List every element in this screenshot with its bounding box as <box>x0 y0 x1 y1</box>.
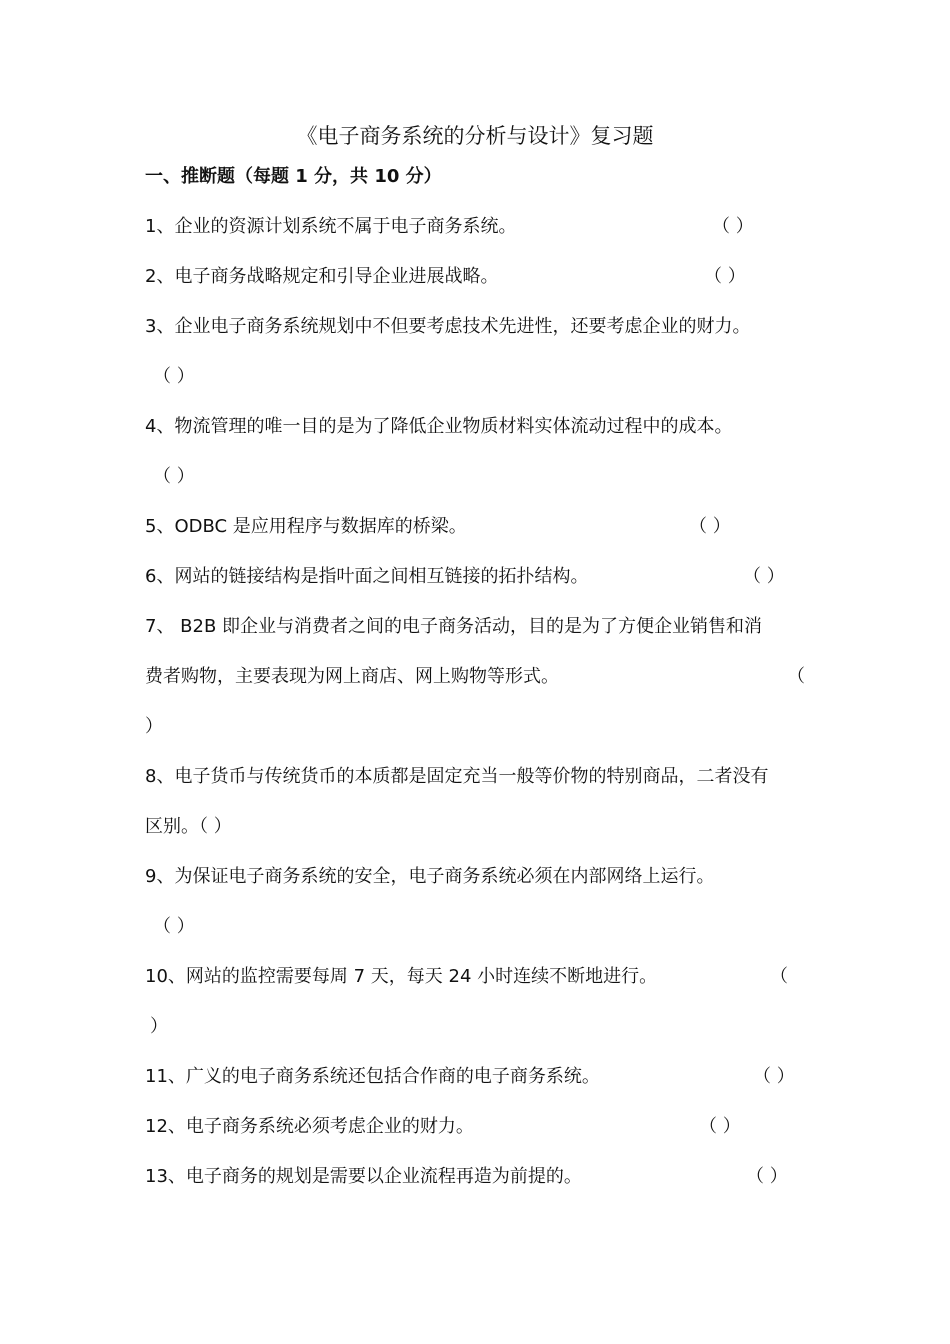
answer-blank-7-open: （ <box>787 666 805 687</box>
answer-blank-6: （ ） <box>743 566 785 587</box>
question-12: 12、电子商务系统必须考虑企业的财力。 <box>145 1116 474 1137</box>
answer-blank-9: （ ） <box>153 916 195 937</box>
answer-blank-5: （ ） <box>689 516 731 537</box>
answer-blank-3: （ ） <box>153 366 195 387</box>
question-5: 5、ODBC 是应用程序与数据库的桥梁。 <box>145 516 467 537</box>
question-8: 8、电子货币与传统货币的本质都是固定充当一般等价物的特别商品，二者没有 <box>145 766 769 787</box>
question-13: 13、电子商务的规划是需要以企业流程再造为前提的。 <box>145 1166 582 1187</box>
section-heading: 一、推断题（每题 1 分，共 10 分） <box>145 166 442 187</box>
answer-blank-13: （ ） <box>746 1166 788 1187</box>
answer-blank-11: （ ） <box>753 1066 795 1087</box>
question-6: 6、网站的链接结构是指叶面之间相互链接的拓扑结构。 <box>145 566 589 587</box>
answer-blank-10-open: （ <box>770 966 788 987</box>
answer-blank-1: （ ） <box>712 216 754 237</box>
question-2: 2、电子商务战略规定和引导企业进展战略。 <box>145 266 499 287</box>
answer-blank-2: （ ） <box>704 266 746 287</box>
question-9: 9、为保证电子商务系统的安全，电子商务系统必须在内部网络上运行。 <box>145 866 715 887</box>
question-11: 11、广义的电子商务系统还包括合作商的电子商务系统。 <box>145 1066 600 1087</box>
answer-blank-7-close: ） <box>145 716 163 737</box>
question-8-continued: 区别。（ ） <box>145 816 232 837</box>
answer-blank-10-close: ） <box>150 1016 168 1037</box>
question-1: 1、企业的资源计划系统不属于电子商务系统。 <box>145 216 517 237</box>
question-7-continued: 费者购物，主要表现为网上商店、网上购物等形式。 <box>145 666 559 687</box>
answer-blank-4: （ ） <box>153 466 195 487</box>
answer-blank-12: （ ） <box>699 1116 741 1137</box>
question-3: 3、企业电子商务系统规划中不但要考虑技术先进性，还要考虑企业的财力。 <box>145 316 751 337</box>
question-4: 4、物流管理的唯一目的是为了降低企业物质材料实体流动过程中的成本。 <box>145 416 733 437</box>
question-10: 10、网站的监控需要每周 7 天，每天 24 小时连续不断地进行。 <box>145 966 658 987</box>
page-title: 《电子商务系统的分析与设计》复习题 <box>296 124 654 148</box>
question-7: 7、 B2B 即企业与消费者之间的电子商务活动，目的是为了方便企业销售和消 <box>145 616 763 637</box>
